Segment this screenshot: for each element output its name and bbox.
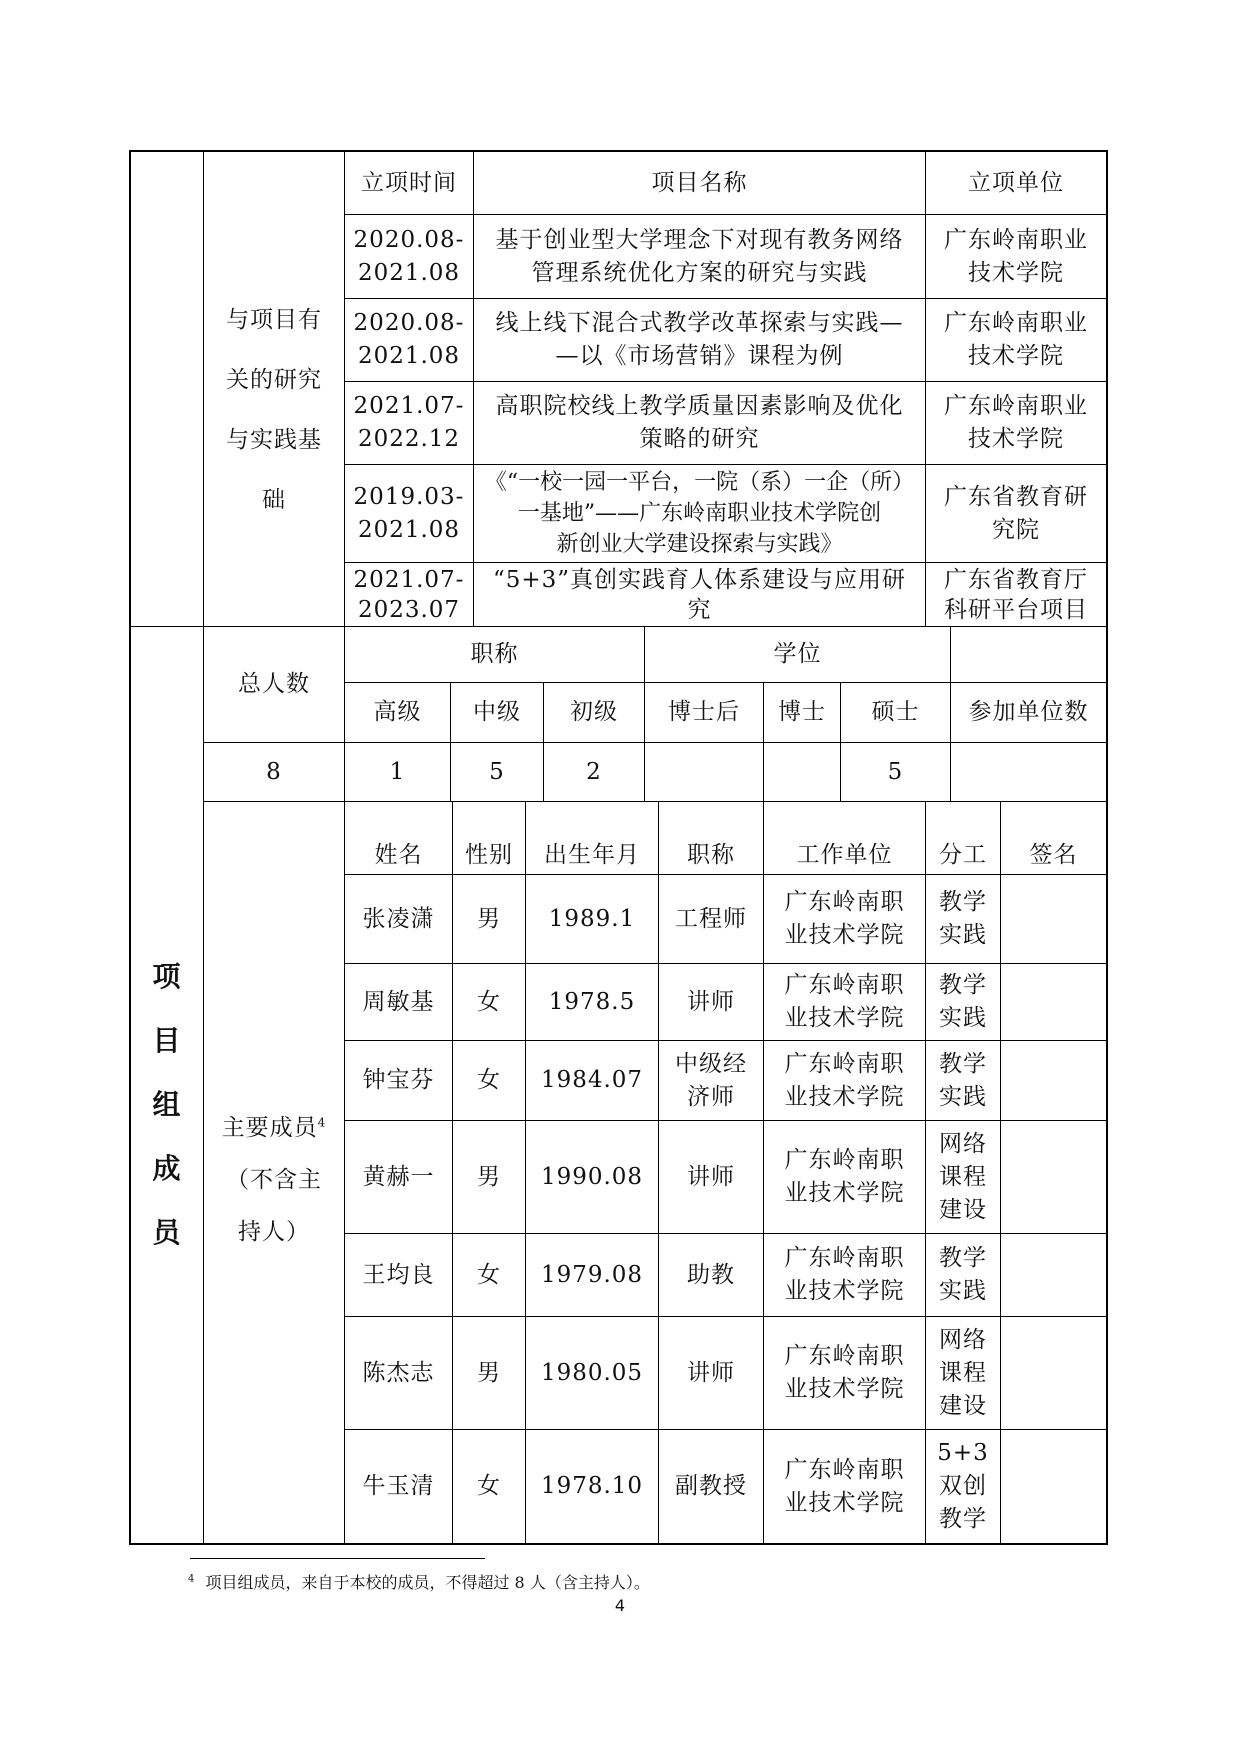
member-title: 中级经 济师 (675, 1050, 747, 1110)
member-header-birth: 出生年月 (544, 841, 640, 868)
units-label: 参加单位数 (968, 699, 1089, 725)
research-row-name: 线上线下混合式教学改革探索与实践— —以《市场营销》课程为例 (495, 310, 904, 369)
research-header-time: 立项时间 (361, 169, 457, 196)
member-header-title: 职称 (687, 841, 735, 868)
research-header-name: 项目名称 (651, 169, 748, 196)
member-signature-field[interactable] (1001, 964, 1106, 1040)
member-signature-field[interactable] (1001, 1234, 1106, 1316)
member-title: 讲师 (687, 988, 735, 1015)
research-row-time: 2020.08- 2021.08 (353, 310, 465, 369)
member-unit: 广东岭南职 业技术学院 (784, 1147, 905, 1206)
research-row-unit: 广东岭南职业 技术学院 (944, 310, 1088, 369)
phd-value (764, 743, 840, 801)
member-name: 周敏基 (362, 988, 435, 1015)
member-header-sign: 签名 (1029, 841, 1078, 868)
member-gender: 女 (477, 1067, 501, 1093)
degree-label: 学位 (773, 641, 822, 667)
research-section-label: 与项目有 关的研究 与实践基 础 (226, 307, 322, 513)
member-unit: 广东岭南职 业技术学院 (784, 1245, 905, 1304)
member-unit: 广东岭南职 业技术学院 (784, 1343, 905, 1402)
footnote-number: 4 (188, 1573, 195, 1585)
member-name: 陈杰志 (362, 1359, 435, 1386)
member-gender: 女 (477, 1261, 501, 1288)
member-birth: 1980.05 (540, 1359, 644, 1386)
member-title: 副教授 (675, 1473, 747, 1499)
member-signature-field[interactable] (1001, 1317, 1106, 1429)
master-value: 5 (887, 758, 904, 785)
member-birth: 1979.08 (540, 1261, 644, 1288)
footnote-separator (190, 1558, 485, 1559)
member-title: 助教 (687, 1261, 735, 1288)
title-label: 职称 (470, 641, 519, 667)
member-name: 王均良 (362, 1261, 435, 1288)
high-label: 高级 (373, 699, 422, 725)
member-name: 牛玉清 (362, 1473, 435, 1499)
member-title: 讲师 (687, 1359, 735, 1386)
footnote (188, 1570, 988, 1593)
research-row-name: 基于创业型大学理念下对现有教务网络 管理系统优化方案的研究与实践 (495, 226, 904, 286)
member-role: 网络 课程 建设 (939, 1326, 987, 1419)
member-role: 教学 实践 (939, 1245, 987, 1304)
junior-value: 2 (586, 758, 602, 785)
research-row-unit: 广东省教育厅 科研平台项目 (944, 566, 1088, 623)
member-gender: 男 (477, 1163, 501, 1190)
research-row-time: 2020.08- 2021.08 (353, 226, 465, 286)
member-birth: 1989.1 (548, 905, 636, 932)
member-birth: 1984.07 (540, 1067, 644, 1093)
total-value: 8 (266, 758, 282, 785)
research-row-time: 2019.03- 2021.08 (353, 483, 465, 543)
member-role: 教学 实践 (939, 972, 987, 1031)
members-label: 主要成员$^4$ （不含主 持人） (221, 1115, 327, 1245)
high-value: 1 (389, 758, 406, 785)
member-unit: 广东岭南职 业技术学院 (784, 889, 905, 948)
member-role: 网络 课程 建设 (939, 1130, 987, 1223)
junior-label: 初级 (570, 699, 618, 725)
member-birth: 1990.08 (540, 1163, 644, 1190)
mid-label: 中级 (473, 699, 521, 725)
page-number: 4 (614, 1596, 626, 1615)
member-gender: 男 (477, 1359, 501, 1386)
research-row-unit: 广东岭南职业 技术学院 (944, 393, 1088, 452)
member-title: 工程师 (675, 905, 747, 932)
research-row-name: “5+3”真创实践育人体系建设与应用研 究 (492, 566, 907, 623)
footnote-text: 项目组成员，来自于本校的成员，不得超过 8 人（含主持人）。 (205, 1573, 650, 1592)
member-signature-field[interactable] (1001, 1121, 1106, 1233)
member-role: 教学 实践 (939, 889, 987, 948)
member-title: 讲师 (687, 1163, 735, 1190)
total-label: 总人数 (238, 671, 310, 697)
mid-value: 5 (489, 758, 505, 785)
member-header-gender: 性别 (465, 841, 513, 868)
research-row-time: 2021.07- 2022.12 (353, 393, 465, 452)
member-unit: 广东岭南职 业技术学院 (784, 972, 905, 1031)
research-row-time: 2021.07- 2023.07 (353, 566, 465, 623)
research-row-unit: 广东岭南职业 技术学院 (944, 226, 1088, 286)
member-unit: 广东岭南职 业技术学院 (784, 1456, 905, 1516)
member-gender: 女 (477, 1473, 501, 1499)
research-row-unit: 广东省教育研 究院 (944, 483, 1088, 543)
team-section-label: 项 目 组 成 员 (152, 960, 182, 1249)
member-signature-field[interactable] (1001, 1041, 1106, 1120)
member-name: 张凌潇 (362, 905, 435, 932)
member-birth: 1978.10 (540, 1473, 644, 1499)
postdoc-label: 博士后 (668, 699, 740, 725)
member-role: 教学 实践 (939, 1050, 987, 1110)
member-gender: 女 (477, 988, 501, 1015)
member-signature-field[interactable] (1001, 1430, 1106, 1543)
master-label: 硕士 (871, 699, 920, 725)
research-header-unit: 立项单位 (968, 169, 1064, 196)
member-header-role: 分工 (939, 841, 987, 868)
member-gender: 男 (477, 905, 501, 932)
member-header-name: 姓名 (374, 841, 423, 868)
research-row-name: 《“一校一园一平台，一院（系）一企（所） 一基地”——广东岭南职业技术学院创 新创业大学建设探索与实践》 (484, 470, 915, 557)
postdoc-value (645, 743, 763, 801)
research-row-name: 高职院校线上教学质量因素影响及优化 策略的研究 (495, 393, 904, 452)
member-unit: 广东岭南职 业技术学院 (784, 1050, 905, 1110)
member-name: 钟宝芬 (362, 1067, 435, 1093)
member-birth: 1978.5 (548, 988, 636, 1015)
member-header-unit: 工作单位 (796, 841, 893, 868)
phd-label: 博士 (778, 699, 826, 725)
member-role: 5+3 双创 教学 (937, 1440, 989, 1532)
member-signature-field[interactable] (1001, 875, 1106, 963)
units-value (951, 743, 1106, 801)
member-name: 黄赫一 (362, 1163, 435, 1190)
